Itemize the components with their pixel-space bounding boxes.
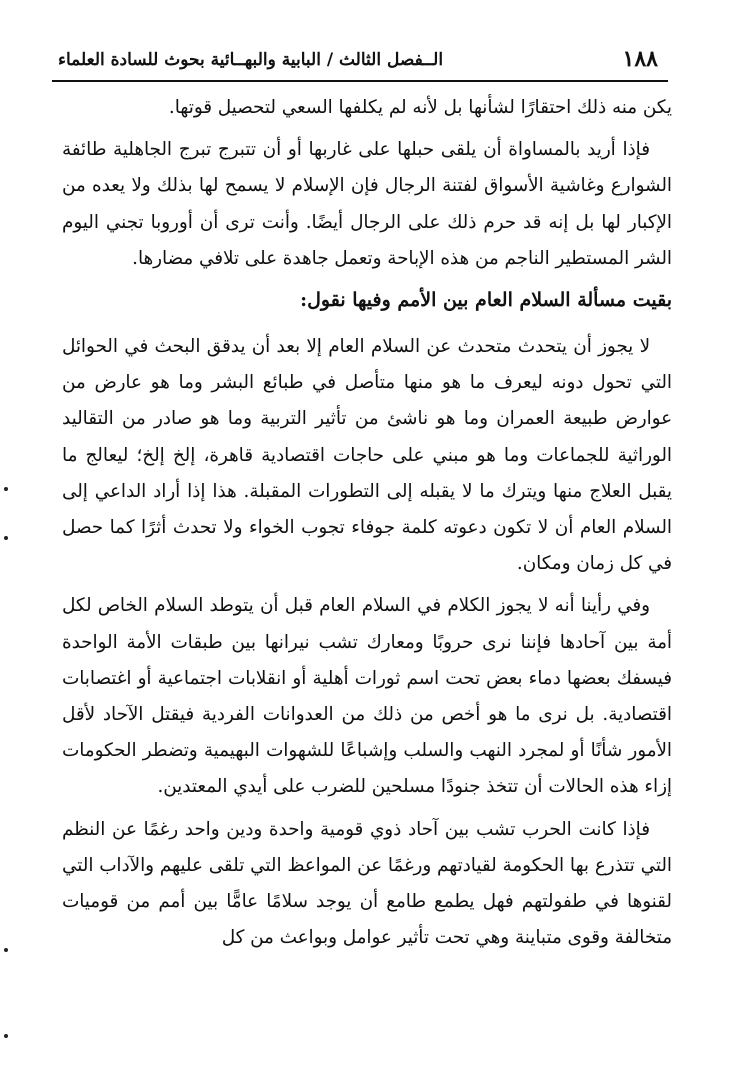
paragraph: وفي رأينا أنه لا يجوز الكلام في السلام العام قبل أن يتوطد السلام الخاص لكل أمة بين آحادها فإننا نرى حروبًا ومعارك تشب نيرانها بين طبقات الأمة الواحدة فيسفك بعضها دماء بعض تحت اسم ثورات أهلية أو انقلابات اجتماعية أو اغتصابات اقتصادية. بل نرى ما هو أخص من ذلك من العدوانات الفردية فيقتل الآحاد لأقل الأمور شأنًا أو لمجرد النهب والسلب وإشباعًا للشهوات البهيمية وتضطر الحكومات إزاء هذه الحالات أن تتخذ جنودًا مسلحين للضرب على أيدي المعتدين. <box>62 595 672 798</box>
body-text <box>62 90 672 956</box>
margin-dot <box>4 948 8 952</box>
paragraph: فإذا كانت الحرب تشب بين آحاد ذوي قومية واحدة ودين واحد رغمًا عن النظم التي تتذرع بها الحكومة لقيادتهم ورغمًا عن المواعظ التي تلقى عليهم والآداب التي لقنوها في طفولتهم فهل يطمع طامع أن يوجد سلامًا عامًّا بين أمم من قوميات متخالفة وقوى متباينة وهي تحت تأثير عوامل وبواعث من كل <box>62 818 672 949</box>
header-rule <box>52 80 668 82</box>
paragraph: فإذا أريد بالمساواة أن يلقى حبلها على غاربها أو أن تتبرج تبرج الجاهلية طائفة الشوارع وغاشية الأسواق لفتنة الرجال فإن الإسلام لا يسمح لها بذلك ولا يعده من الإكبار لها بل إنه قد حرم ذلك على الرجال أيضًا. وأنت ترى أن أوروبا تجني اليوم الشر المستطير الناجم من هذه الإباحة وتعمل جاهدة على تلافي مضارها. <box>62 139 672 269</box>
section-heading: بقيت مسألة السلام العام بين الأمم وفيها نقول: <box>300 289 672 312</box>
margin-dot <box>4 487 8 491</box>
page-header <box>52 44 668 82</box>
paragraph: يكن منه ذلك احتقارًا لشأنها بل لأنه لم يكلفها السعي لتحصيل قوتها. <box>168 97 672 118</box>
paragraph: لا يجوز أن يتحدث متحدث عن السلام العام إلا بعد أن يدقق البحث في الحوائل التي تحول دونه ليعرف ما هو منها متأصل في طبائع البشر وما هو عارض من عوارض طبيعة العمران وما هو ناشئ من تأثير التربية وما هو صادر من التقاليد الوراثية للجماعات وما هو مبني على حاجات اقتصادية قاهرة، إلخ إلخ؛ ليعالج ما يقبل العلاج منها ويترك ما لا يقبله إلى التطورات المقبلة. هذا إذا أراد الداعي إلى السلام العام أن لا تكون دعوته كلمة جوفاء تجوب الخواء ولا تحدث أثرًا كما حصل في كل زمان ومكان. <box>62 336 672 575</box>
running-title: الــفصل الثالث / البابية والبهــائية بحوث للسادة العلماء <box>58 50 444 70</box>
margin-dot <box>4 1034 8 1038</box>
margin-dot <box>4 536 8 540</box>
page-number: ١٨٨ <box>622 46 658 72</box>
